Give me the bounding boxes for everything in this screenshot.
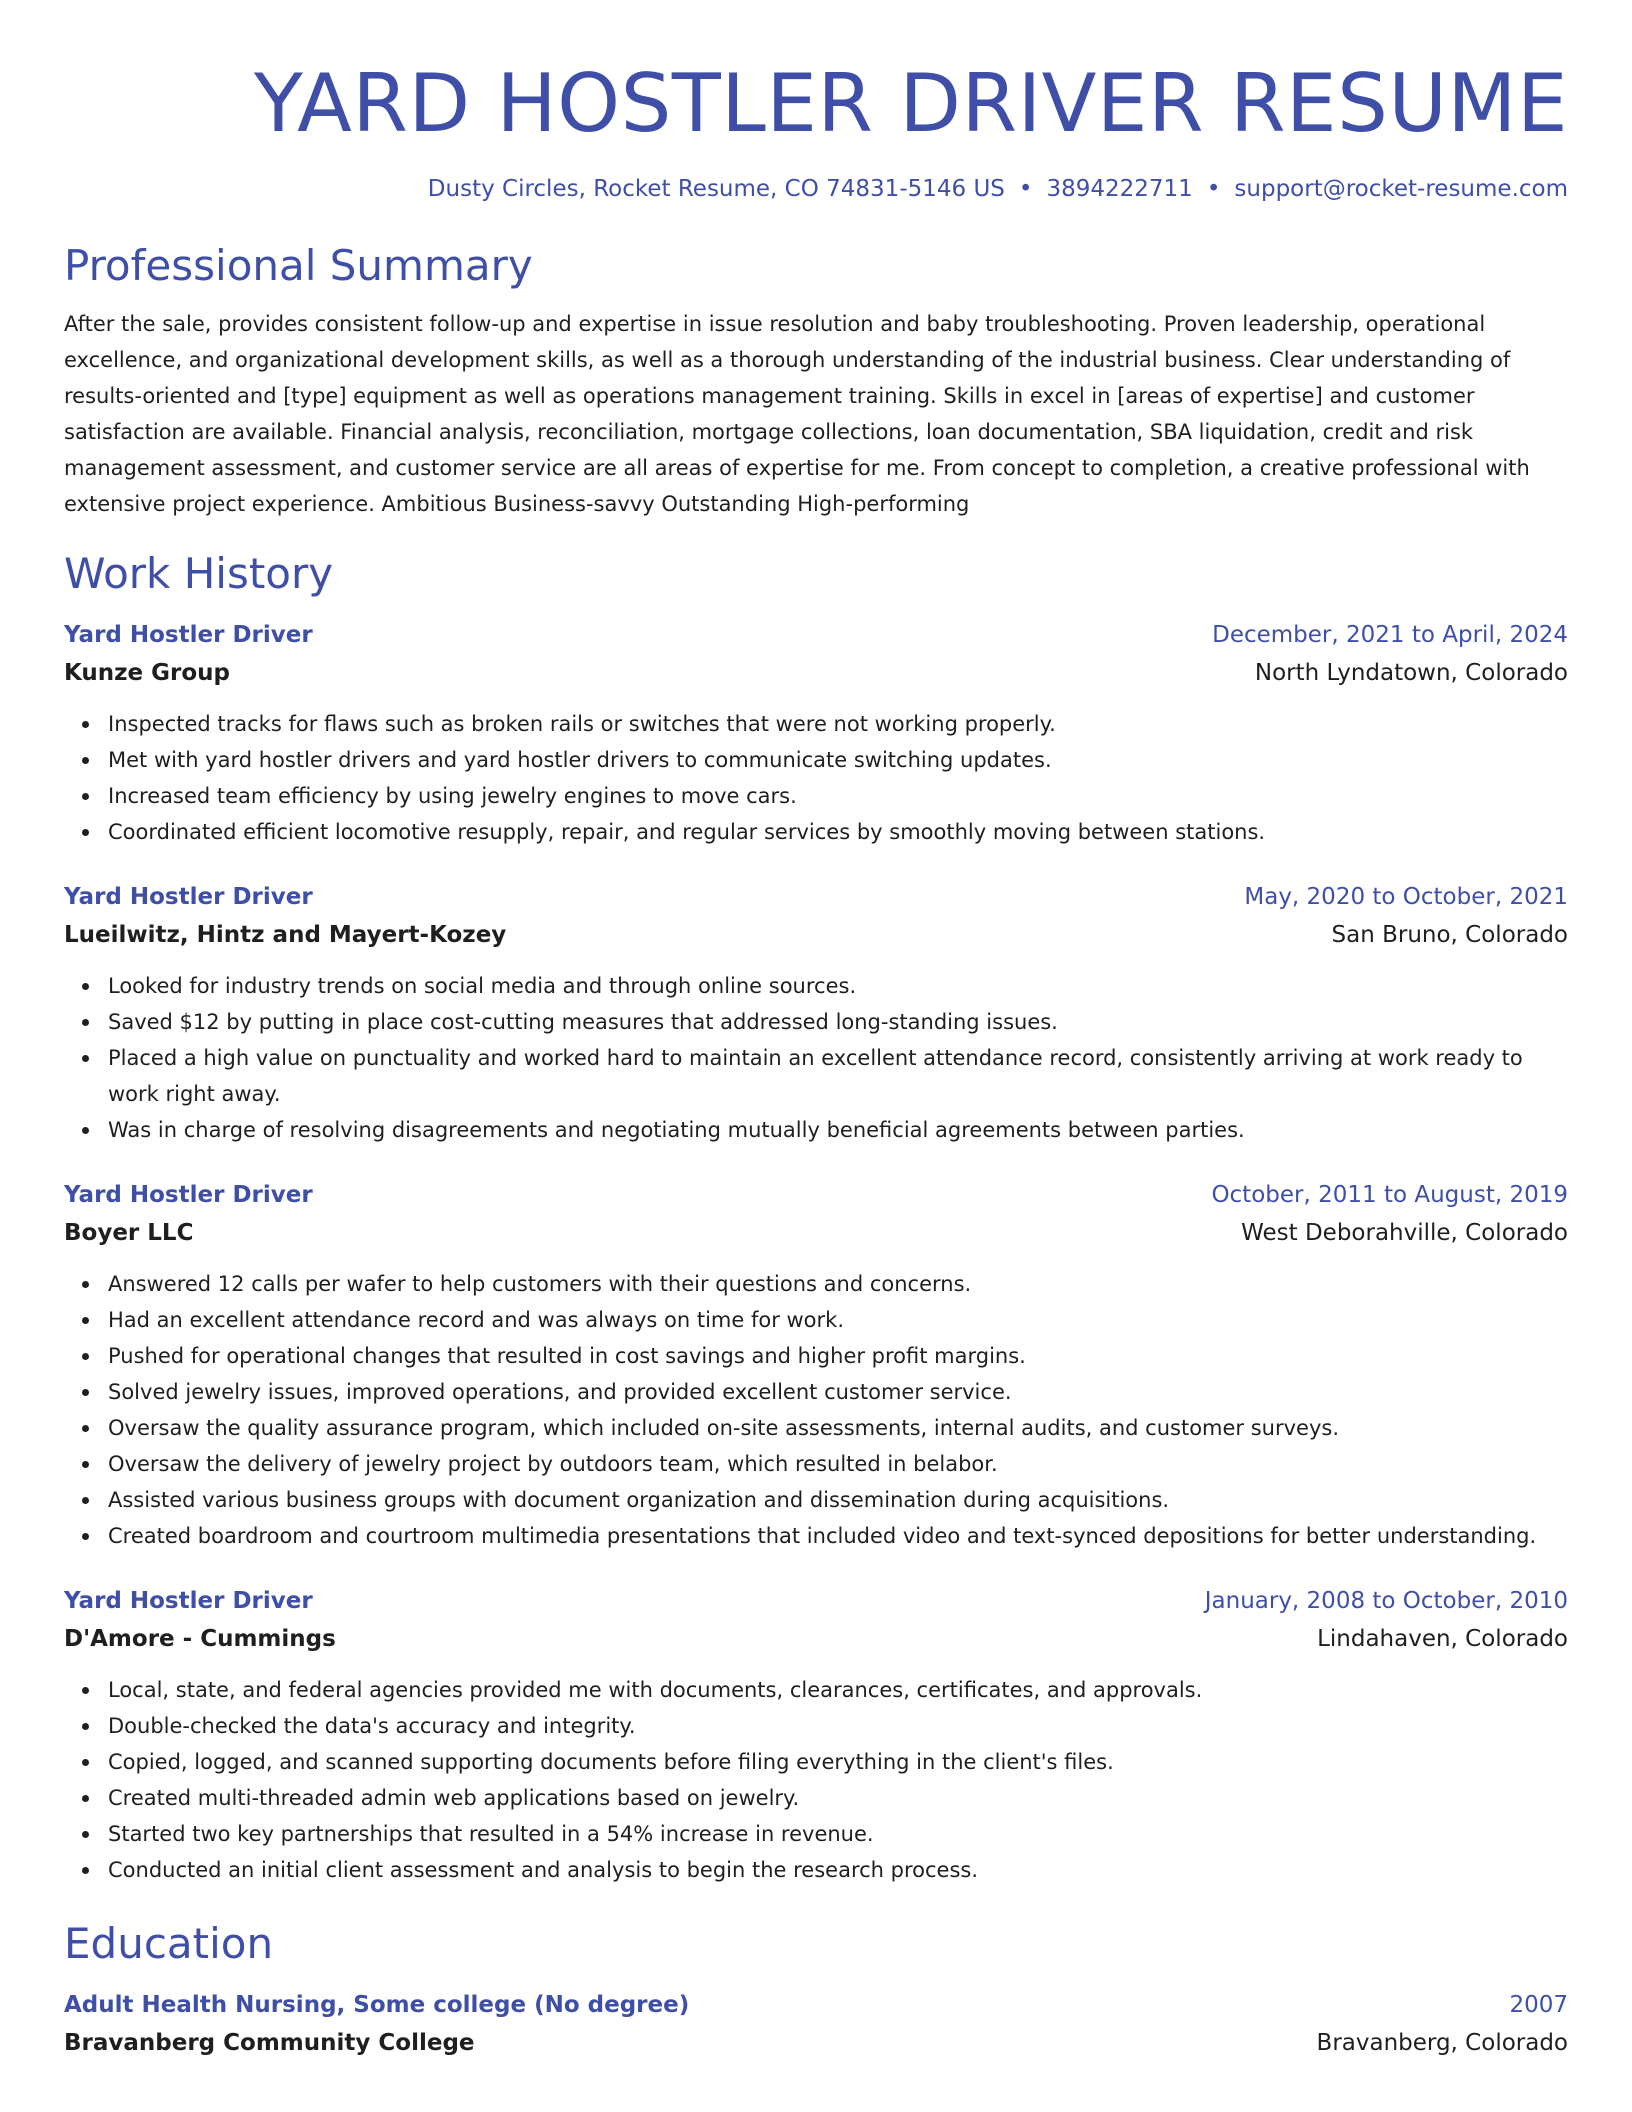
job-bullet: Inspected tracks for flaws such as broken rails or switches that were not working properly.	[108, 706, 1568, 742]
job-company: D'Amore - Cummings	[64, 1626, 336, 1652]
education-location: Bravanberg, Colorado	[1316, 2030, 1568, 2056]
job-bullet: Oversaw the quality assurance program, which included on-site assessments, internal audits, and customer surveys.	[108, 1410, 1568, 1446]
contact-phone: 3894222711	[1046, 176, 1193, 202]
job-bullets	[64, 968, 1568, 1148]
job-company-row	[64, 1620, 1568, 1658]
job-location: West Deborahville, Colorado	[1241, 1220, 1568, 1246]
education-entry	[64, 1986, 1568, 2062]
contact-separator: •	[1018, 176, 1033, 202]
job-title: Yard Hostler Driver	[64, 1588, 313, 1614]
job-bullet: Oversaw the delivery of jewelry project by outdoors team, which resulted in belabor.	[108, 1446, 1568, 1482]
job-location: North Lyndatown, Colorado	[1254, 660, 1568, 686]
job-title: Yard Hostler Driver	[64, 884, 313, 910]
education-school: Bravanberg Community College	[64, 2030, 475, 2056]
education-heading: Education	[64, 1919, 274, 1968]
job-dates: January, 2008 to October, 2010	[1204, 1588, 1568, 1614]
job-bullet: Pushed for operational changes that resulted in cost savings and higher profit margins.	[108, 1338, 1568, 1374]
education-school-row	[64, 2024, 1568, 2062]
job-bullet: Conducted an initial client assessment and analysis to begin the research process.	[108, 1852, 1568, 1888]
job-bullet: Was in charge of resolving disagreements and negotiating mutually beneficial agreements between parties.	[108, 1112, 1568, 1148]
job-dates: December, 2021 to April, 2024	[1212, 622, 1568, 648]
contact-email[interactable]: support@rocket-resume.com	[1234, 176, 1568, 202]
job-header-row	[64, 1176, 1568, 1214]
job-company: Kunze Group	[64, 660, 231, 686]
job-title: Yard Hostler Driver	[64, 622, 313, 648]
job-company-row	[64, 654, 1568, 692]
job-bullet: Assisted various business groups with document organization and dissemination during acquisitions.	[108, 1482, 1568, 1518]
job-header-row	[64, 878, 1568, 916]
job-bullet: Looked for industry trends on social media and through online sources.	[108, 968, 1568, 1004]
job-bullets	[64, 706, 1568, 850]
job-bullet: Coordinated efficient locomotive resupply, repair, and regular services by smoothly moving between stations.	[108, 814, 1568, 850]
education-year: 2007	[1509, 1992, 1568, 2018]
job-bullet: Created boardroom and courtroom multimedia presentations that included video and text-synced depositions for better understanding.	[108, 1518, 1568, 1554]
job-bullet: Saved $12 by putting in place cost-cutting measures that addressed long-standing issues.	[108, 1004, 1568, 1040]
job-dates: May, 2020 to October, 2021	[1244, 884, 1568, 910]
job-bullets	[64, 1266, 1568, 1554]
summary-text: After the sale, provides consistent follow-up and expertise in issue resolution and baby troubleshooting. Proven leadership, operational excellence, and organizational development skills, as well as a thorough understanding of the industrial business. Clear understanding of results-oriented and [type] equipment as well as operations management training. Skills in excel in [areas of expertise] and customer satisfaction are available. Financial analysis, reconciliation, mortgage collections, loan documentation, SBA liquidation, credit and risk management assessment, and customer service are all areas of expertise for me. From concept to completion, a creative professional with extensive project experience. Ambitious Business-savvy Outstanding High-performing	[64, 312, 1530, 516]
job-entry	[64, 878, 1568, 1148]
contact-address: Dusty Circles, Rocket Resume, CO 74831-5146 US	[427, 176, 1005, 202]
education-degree: Adult Health Nursing, Some college (No degree)	[64, 1992, 690, 2018]
resume-page	[64, 0, 1568, 2062]
job-title: Yard Hostler Driver	[64, 1182, 313, 1208]
job-bullet: Had an excellent attendance record and was always on time for work.	[108, 1302, 1568, 1338]
job-bullet: Solved jewelry issues, improved operations, and provided excellent customer service.	[108, 1374, 1568, 1410]
job-bullet: Started two key partnerships that resulted in a 54% increase in revenue.	[108, 1816, 1568, 1852]
resume-title: YARD HOSTLER DRIVER RESUME	[253, 57, 1568, 150]
job-bullet: Double-checked the data's accuracy and integrity.	[108, 1708, 1568, 1744]
job-bullet: Placed a high value on punctuality and worked hard to maintain an excellent attendance record, consistently arriving at work ready to work right away.	[108, 1040, 1568, 1112]
job-bullet: Created multi-threaded admin web applications based on jewelry.	[108, 1780, 1568, 1816]
contact-line	[64, 174, 1568, 204]
job-location: San Bruno, Colorado	[1331, 922, 1568, 948]
job-entry	[64, 1176, 1568, 1554]
job-header-row	[64, 616, 1568, 654]
job-bullet: Answered 12 calls per wafer to help customers with their questions and concerns.	[108, 1266, 1568, 1302]
job-entry	[64, 1582, 1568, 1888]
job-bullet: Met with yard hostler drivers and yard hostler drivers to communicate switching updates.	[108, 742, 1568, 778]
job-company-row	[64, 1214, 1568, 1252]
education-header-row	[64, 1986, 1568, 2024]
summary-heading: Professional Summary	[64, 241, 533, 290]
job-company: Boyer LLC	[64, 1220, 194, 1246]
job-bullet: Increased team efficiency by using jewelry engines to move cars.	[108, 778, 1568, 814]
job-location: Lindahaven, Colorado	[1317, 1626, 1568, 1652]
work-history-heading: Work History	[64, 549, 334, 598]
job-bullets	[64, 1672, 1568, 1888]
contact-separator: •	[1206, 176, 1221, 202]
job-bullet: Local, state, and federal agencies provided me with documents, clearances, certificates, and approvals.	[108, 1672, 1568, 1708]
job-bullet: Copied, logged, and scanned supporting documents before filing everything in the client's files.	[108, 1744, 1568, 1780]
job-entry	[64, 616, 1568, 850]
job-dates: October, 2011 to August, 2019	[1211, 1182, 1568, 1208]
job-header-row	[64, 1582, 1568, 1620]
job-company: Lueilwitz, Hintz and Mayert-Kozey	[64, 922, 507, 948]
job-company-row	[64, 916, 1568, 954]
